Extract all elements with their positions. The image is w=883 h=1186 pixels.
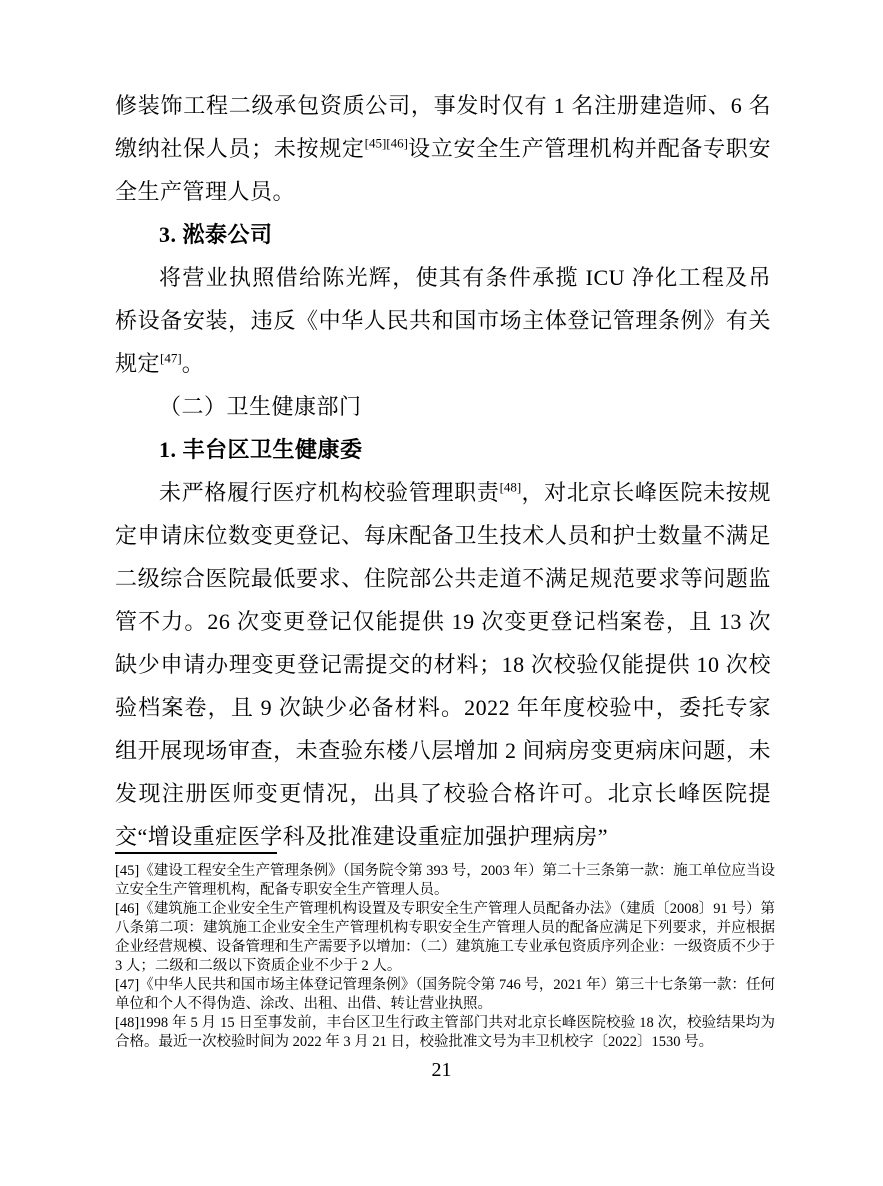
paragraph-continuation	[115, 84, 771, 213]
heading-fengtai-health-commission: 1. 丰台区卫生健康委	[159, 437, 363, 462]
footnote-separator-line	[115, 852, 277, 854]
paragraph-text: 设立安全生产管理机构并配备专职安全生产管理人员。	[115, 136, 771, 204]
paragraph-songtai	[115, 256, 771, 385]
paragraph-text: 未严格履行医疗机构校验管理职责	[159, 480, 500, 505]
heading-health-section: （二）卫生健康部门	[159, 394, 362, 419]
paragraph-text: 。	[181, 351, 205, 376]
paragraph-text: ，对北京长峰医院未按规定申请床位数变更登记、每床配备卫生技术人员和护士数量不满足二级综合医院最低要求、住院部公共走道不满足规范要求等问题监管不力。26 次变更登记仅能提供 19 次变更登记档案卷，且 13 次缺少申请办理变更登记需提交的材料；18 次校验仅能提供 10 次校验档案卷，且 9 次缺少必备材料。2022 年年度校验中，委托专家组开展现场审查，未查验东楼八层增加 2 间病房变更病床问题，未发现注册医师变更情况，出具了校验合格许可。北京长峰医院提交“增设重症医学科及批准建设重症加强护理病房”	[115, 480, 771, 849]
footnote-ref-45-46: [45][46]	[364, 135, 408, 151]
footnote-47: [47]《中华人民共和国市场主体登记管理条例》（国务院令第 746 号，2021 年）第三十七条第一款：任何单位和个人不得伪造、涂改、出租、出借、转让营业执照。	[115, 977, 775, 1012]
page-number: 21	[431, 1059, 452, 1081]
paragraph-text: 修装饰工程二级承包资质公司，事发时仅有 1 名注册建造师、6 名缴纳社保人员；未按规定	[115, 93, 771, 161]
footnote-48: [48]1998 年 5 月 15 日至事发前，丰台区卫生行政主管部门共对北京长峰医院校验 18 次，校验结果均为合格。最近一次校验时间为 2022 年 3 月 21 日，校验批准文号为丰卫机校字〔2022〕1530 号。	[115, 1015, 775, 1050]
footnote-46: [46]《建筑施工企业安全生产管理机构设置及专职安全生产管理人员配备办法》（建质〔2008〕91 号）第八条第二项：建筑施工企业安全生产管理机构专职安全生产管理人员的配备应满足下列要求，并应根据企业经营规模、设备管理和生产需要予以增加：（二）建筑施工专业承包资质序列企业：一级资质不少于 3 人；二级和二级以下资质企业不少于 2 人。	[115, 901, 775, 974]
heading-songtai-company: 3. 淞泰公司	[159, 222, 273, 247]
footnote-ref-48: [48]	[499, 479, 522, 495]
footnote-ref-47: [47]	[160, 350, 182, 366]
footnote-45: [45]《建设工程安全生产管理条例》（国务院令第 393 号，2003 年）第二十三条第一款：施工单位应当设立安全生产管理机构，配备专职安全生产管理人员。	[115, 863, 775, 898]
footnotes-block	[115, 852, 775, 1052]
paragraph-fengtai	[115, 471, 771, 858]
paragraph-text: 将营业执照借给陈光辉，使其有条件承揽 ICU 净化工程及吊桥设备安装，违反《中华人民共和国市场主体登记管理条例》有关规定	[115, 265, 771, 376]
main-text-block	[115, 84, 771, 858]
